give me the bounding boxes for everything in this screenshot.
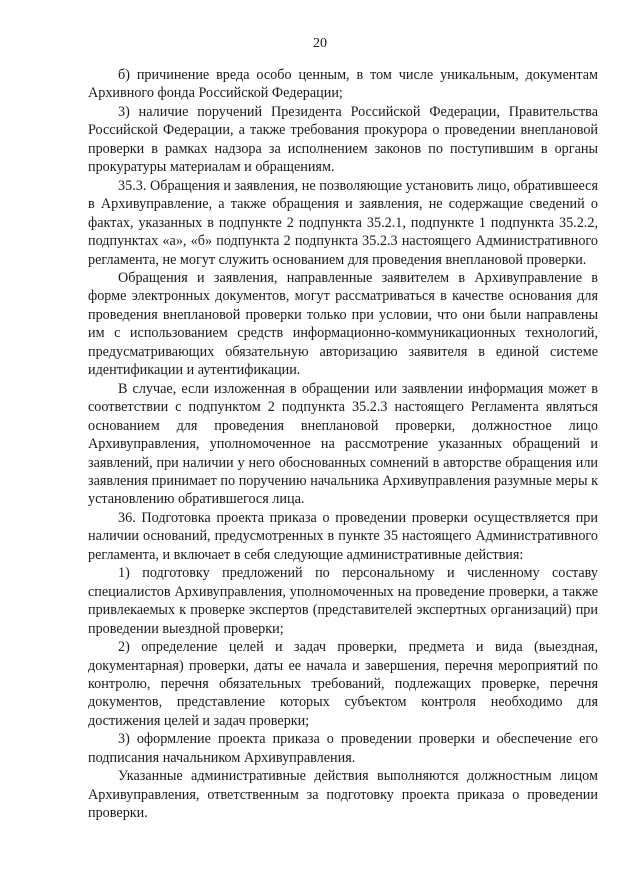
paragraph: б) причинение вреда особо ценным, в том числе уникальным, документам Архивного фонда Российской Федерации; bbox=[88, 67, 598, 102]
paragraph: 36. Подготовка проекта приказа о проведении проверки осуществляется при наличии оснований, предусмотренных в пункте 35 настоящего Административного регламента, и включает в себя следующие административные действия: bbox=[88, 509, 598, 563]
paragraph: 3) наличие поручений Президента Российской Федерации, Правительства Российской Федерации, а также требования прокурора о проведении внеплановой проверки в рамках надзора за исполнением законов по поступившим в органы прокуратуры материалам и обращениям. bbox=[88, 103, 598, 176]
paragraph: 35.3. Обращения и заявления, не позволяющие установить лицо, обратившееся в Архивуправление, а также обращения и заявления, не содержащие сведений о фактах, указанных в подпункте 2 подпункта 35.2.1, подпункте 1 подпункта 35.2.2, подпунктах «а», «б» подпункта 2 подпункта 35.2.3 настоящего Административного регламента, не могут служить основанием для проведения внеплановой проверки. bbox=[88, 177, 598, 268]
page-number: 20 bbox=[313, 36, 327, 51]
paragraph: Обращения и заявления, направленные заявителем в Архивуправление в форме электронных документов, могут рассматриваться в качестве основания для проведения внеплановой проверки только при условии, что они были направлены им с использованием средств информационно-коммуникационных технологий, предусматривающих обязательную авторизацию заявителя в единой системе идентификации и аутентификации. bbox=[88, 269, 598, 379]
paragraph: В случае, если изложенная в обращении или заявлении информация может в соответствии с подпунктом 2 подпункта 35.2.3 настоящего Регламента являться основанием для проведения внеплановой проверки, должностное лицо Архивуправления, уполномоченное на рассмотрение указанных обращений и заявлений, при наличии у него обоснованных сомнений в авторстве обращения или заявления принимает по поручению начальника Архивуправления разумные меры к установлению обратившегося лица. bbox=[88, 380, 598, 508]
paragraph: 2) определение целей и задач проверки, предмета и вида (выездная, документарная) проверки, даты ее начала и завершения, перечня мероприятий по контролю, перечня обязательных требований, подлежащих проверке, перечня документов, представление которых субъектом контроля необходимо для достижения целей и задач проверки; bbox=[88, 639, 598, 729]
document-body bbox=[88, 66, 598, 823]
paragraph: 1) подготовку предложений по персональному и численному составу специалистов Архивуправления, уполномоченных на проведение проверки, а также привлекаемых к проверке экспертов (представителей экспертных организаций) при проведении выездной проверки; bbox=[88, 565, 598, 637]
paragraph: 3) оформление проекта приказа о проведении проверки и обеспечение его подписания начальником Архивуправления. bbox=[88, 731, 598, 766]
paragraph: Указанные административные действия выполняются должностным лицом Архивуправления, ответственным за подготовку проекта приказа о проведении проверки. bbox=[88, 768, 598, 822]
